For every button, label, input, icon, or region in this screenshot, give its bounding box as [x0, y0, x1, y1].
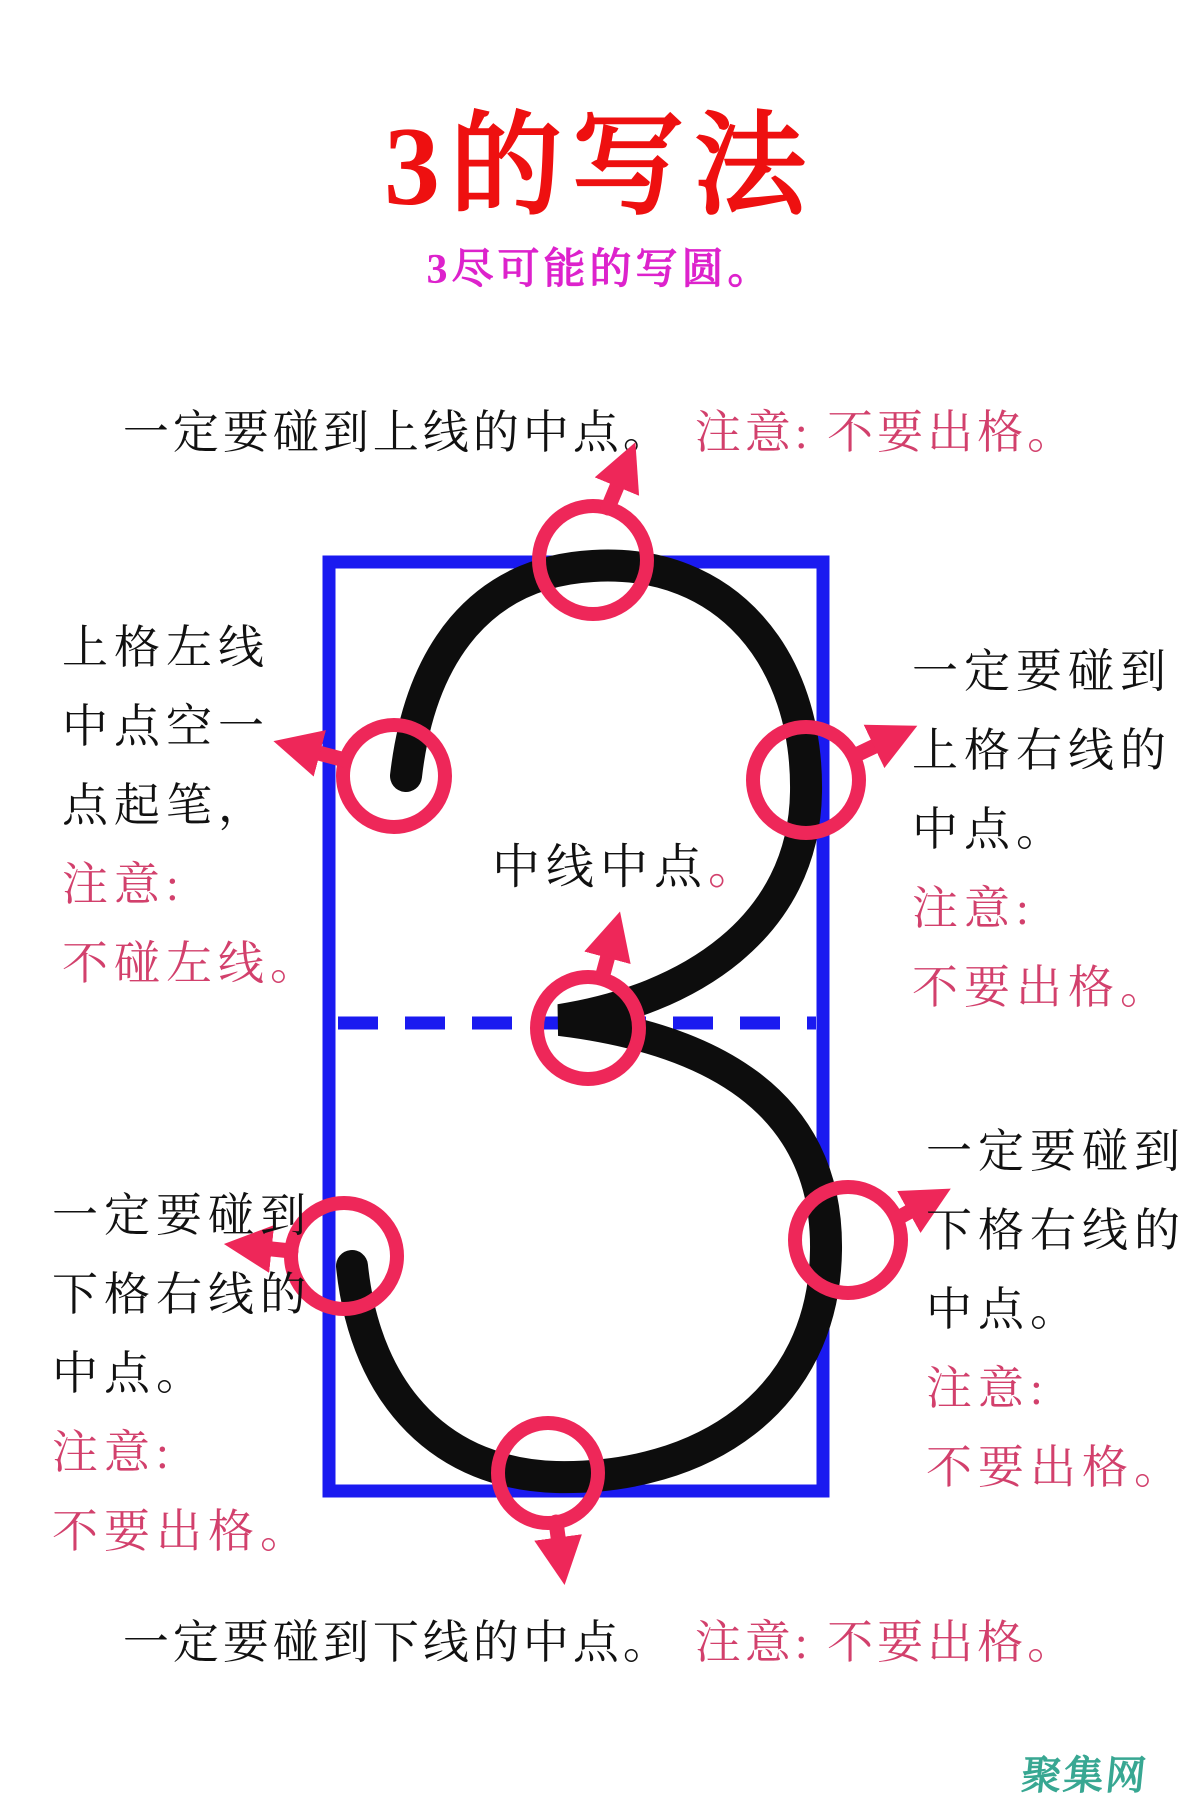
note-warning-line: 注意: [62, 859, 185, 910]
note-line: 上格左线 [62, 622, 270, 673]
bottom-instruction [0, 1606, 1200, 1672]
page-subtitle: 3尽可能的写圆。 [426, 247, 774, 293]
note-warning-line: 注意: [912, 883, 1035, 934]
top-instruction-warning: 注意: 不要出格。 [694, 407, 1078, 458]
note-line: 中点空一 [62, 701, 270, 752]
left-upper-note [62, 608, 322, 1003]
center-label [492, 838, 762, 898]
note-warning-line: 不碰左线。 [62, 938, 322, 989]
site-watermark: 聚集网 [1019, 1754, 1150, 1798]
right-lower-note [926, 1112, 1186, 1507]
bottom-down-arrow-icon [556, 1522, 562, 1566]
note-line: 一定要碰到 [52, 1190, 312, 1241]
note-line: 点起笔， [62, 780, 270, 831]
note-line: 一定要碰到 [912, 646, 1172, 697]
top-instruction-text: 一定要碰到上线的中点。 [122, 407, 673, 458]
note-line: 中点。 [912, 804, 1068, 855]
top-arrow-icon [608, 460, 628, 508]
bottom-instruction-text: 一定要碰到下线的中点。 [122, 1617, 673, 1668]
note-line: 下格右线的 [52, 1269, 312, 1320]
page-title: 3的写法 [384, 105, 816, 229]
note-warning-line: 不要出格。 [926, 1442, 1186, 1493]
note-line: 中点。 [926, 1284, 1082, 1335]
note-line: 下格右线的 [926, 1205, 1186, 1256]
center-label-text: 中线中点 [492, 841, 709, 894]
note-line: 上格右线的 [912, 725, 1172, 776]
note-warning-line: 注意: [52, 1427, 175, 1478]
left-lower-note [52, 1176, 312, 1571]
note-warning-line: 注意: [926, 1363, 1049, 1414]
upper-right-arrow-icon [854, 734, 900, 756]
center-up-arrow-icon [602, 930, 615, 978]
bottom-instruction-warning: 注意: 不要出格。 [694, 1617, 1078, 1668]
center-label-period: 。 [708, 841, 763, 894]
note-line: 中点。 [52, 1348, 208, 1399]
right-upper-note [912, 632, 1172, 1027]
note-line: 一定要碰到 [926, 1126, 1186, 1177]
note-warning-line: 不要出格。 [52, 1506, 312, 1557]
note-warning-line: 不要出格。 [912, 962, 1172, 1013]
